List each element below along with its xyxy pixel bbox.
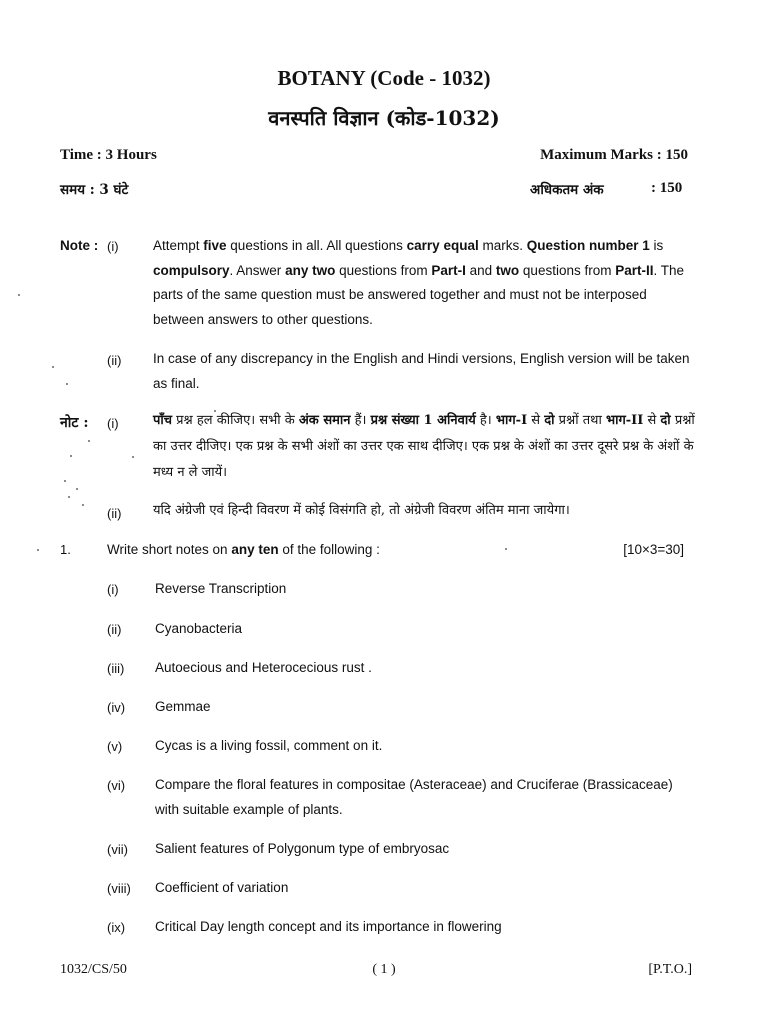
max-marks-value-hindi: : 150 <box>651 180 683 196</box>
sub-question-text: Salient features of Polygonum type of embryosac <box>155 841 450 856</box>
page-title-hindi: वनस्पति विज्ञान (कोड-1032) <box>268 106 500 130</box>
note-item-text: In case of any discrepancy in the English and Hindi versions, English version will be taken as final. <box>153 351 690 391</box>
sub-question-text: Cyanobacteria <box>155 621 243 636</box>
max-marks-label-hindi: अधिकतम अंक <box>530 182 604 198</box>
scan-speck <box>66 383 68 385</box>
sub-question-text: Coefficient of variation <box>155 880 289 895</box>
time-label-hindi: समय : 3 घंटे <box>60 182 129 198</box>
sub-question-number: (vi) <box>107 778 126 793</box>
scan-speck <box>88 440 90 442</box>
note-item-text-hindi: यदि अंग्रेजी एवं हिन्दी विवरण में कोई विसंगति हो, तो अंग्रेजी विवरण अंतिम माना जायेगा। <box>153 503 570 518</box>
question-number: 1. <box>60 542 71 557</box>
scan-speck <box>52 366 54 368</box>
sub-question-number: (iv) <box>107 700 126 715</box>
page-number: ( 1 ) <box>372 962 396 977</box>
note-label-hindi: नोट : <box>60 415 89 431</box>
note-label: Note : <box>60 238 99 253</box>
sub-question-text: Cycas is a living fossil, comment on it. <box>155 738 383 753</box>
note-item-number: (i) <box>107 239 119 254</box>
question-marks: [10×3=30] <box>623 542 684 557</box>
sub-question-number: (i) <box>107 582 119 597</box>
scan-speck <box>76 488 78 490</box>
scan-speck <box>70 455 72 457</box>
sub-question-text: Reverse Transcription <box>155 581 287 596</box>
note-item-text-hindi: पाँच प्रश्न हल कीजिए। सभी के अंक समान हैं। प्रश्न संख्या 1 अनिवार्य है। भाग-I से दो प्रश्नों तथा भाग-II से दो प्रश्नों का उत्तर दीजिए। एक प्रश्न के सभी अंशों का उत्तर एक साथ दीजिए। एक प्रश्न के अंशों का उत्तर दूसरे प्रश्न के अंशों के मध्य न ले जायें। <box>153 413 695 480</box>
max-marks-label: Maximum Marks : 150 <box>540 147 688 163</box>
scan-speck <box>132 456 134 458</box>
sub-question-number: (viii) <box>107 881 131 896</box>
sub-question-number: (vii) <box>107 842 128 857</box>
scan-speck <box>37 549 39 551</box>
note-item-number: (i) <box>107 416 119 431</box>
scan-speck <box>505 548 507 550</box>
sub-question-number: (v) <box>107 739 123 754</box>
sub-question-number: (iii) <box>107 661 125 676</box>
scan-speck <box>82 504 84 506</box>
note-item-number: (ii) <box>107 506 122 521</box>
pto-label: [P.T.O.] <box>648 962 692 977</box>
note-item-number: (ii) <box>107 353 122 368</box>
sub-question-text: Compare the floral features in compositae (Asteraceae) and Cruciferae (Brassicaceae) with suitable example of plants. <box>155 777 673 817</box>
scan-speck <box>64 480 66 482</box>
sub-question-text: Autoecious and Heterocecious rust . <box>155 660 372 675</box>
sub-question-text: Gemmae <box>155 699 211 714</box>
scan-speck <box>214 410 216 412</box>
time-label: Time : 3 Hours <box>60 147 157 163</box>
note-item-text: Attempt five questions in all. All questions carry equal marks. Question number 1 is compulsory. Answer any two questions from Part-I and two questions from Part-II. The parts of the same question must be answered together and must not be interposed between answers to other questions. <box>153 238 685 327</box>
scan-speck <box>68 496 70 498</box>
question-text: Write short notes on any ten of the following : <box>107 542 380 557</box>
page-title: BOTANY (Code - 1032) <box>277 66 491 90</box>
sub-question-text: Critical Day length concept and its importance in flowering <box>155 919 502 934</box>
sub-question-number: (ii) <box>107 622 122 637</box>
sub-question-number: (ix) <box>107 920 126 935</box>
paper-code: 1032/CS/50 <box>60 962 127 977</box>
scan-speck <box>18 294 20 296</box>
